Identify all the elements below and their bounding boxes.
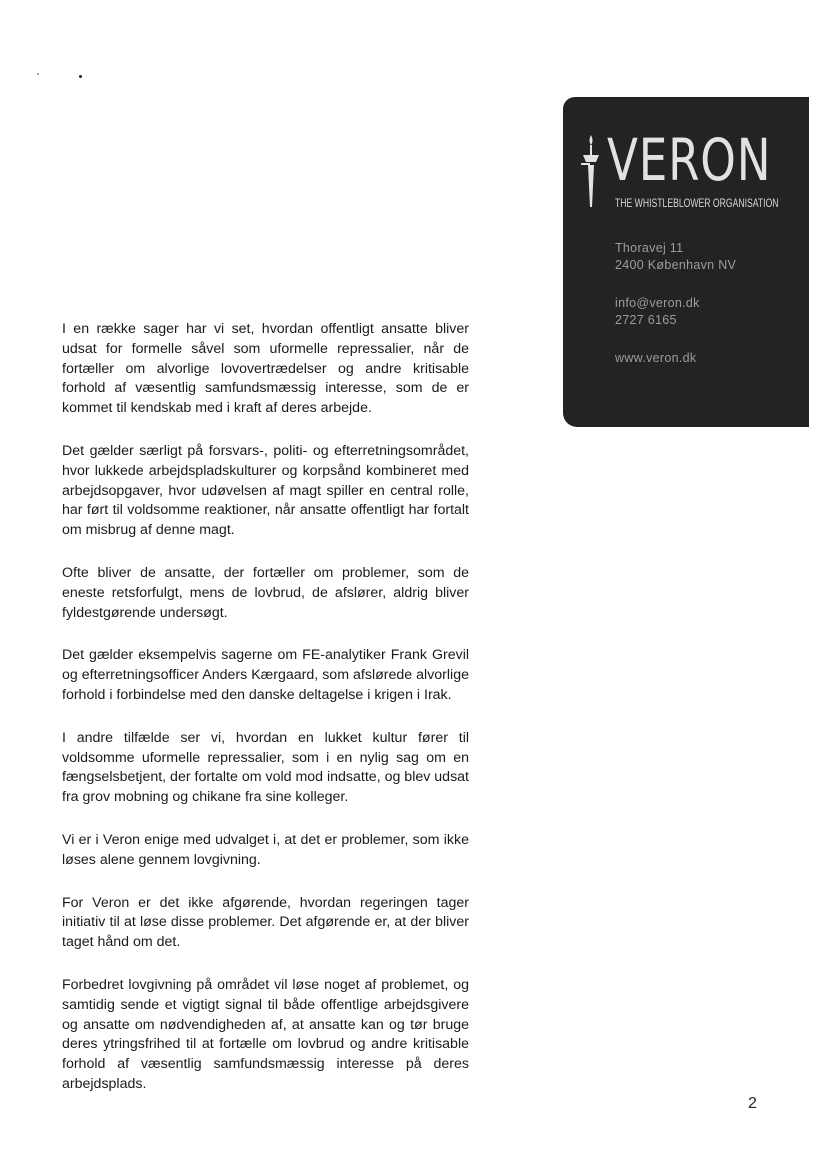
page-number: 2 — [748, 1095, 757, 1112]
veron-logo-box — [563, 97, 809, 427]
letter-body — [62, 320, 469, 1118]
paragraph: I en række sager har vi set, hvordan offentligt ansatte bliver udsat for formelle såvel som uformelle repressalier, når de fortæller om alvorlige lovovertrædelser og andre kritisable forhold af væsentlig samfundsmæssig interesse, som de er kommet til kendskab med i kraft af deres arbejde. — [62, 321, 469, 417]
website-group — [615, 350, 805, 367]
scan-speck — [79, 75, 82, 78]
contact-block — [615, 240, 805, 388]
paragraph: For Veron er det ikke afgørende, hvordan regeringen tager initiativ til at løse disse problemer. Det afgørende er, at der bliver taget hånd om det. — [62, 894, 469, 951]
paragraph: Vi er i Veron enige med udvalget i, at det er problemer, som ikke løses alene gennem lovgivning. — [62, 831, 469, 868]
contact-info — [615, 295, 805, 329]
phone: 2727 6165 — [615, 313, 677, 327]
paragraph: Det gælder eksempelvis sagerne om FE-analytiker Frank Grevil og efterretningsofficer Anders Kærgaard, som afslørede alvorlige forhold i forbindelse med den danske deltagelse i krigen i Irak. — [62, 647, 469, 703]
address-street: Thoravej 11 — [615, 241, 684, 255]
paragraph: Forbedret lovgivning på området vil løse noget af problemet, og samtidig sende et vigtigt signal til både offentlige arbejdsgivere og ansatte om nødvendigheden af, at ansatte kan og tør bruge deres ytringsfrihed til at fortælle om lovbrud og andre kritisable forhold af væsentlig samfundsmæssig interesse på deres arbejdsplads. — [62, 976, 469, 1092]
paragraph: Ofte bliver de ansatte, der fortæller om problemer, som de eneste retsforfulgt, mens de lovbrud, de afslører, aldrig bliver fyldestgørende undersøgt. — [62, 564, 469, 621]
brand-tagline: THE WHISTLEBLOWER ORGANISATION — [615, 196, 779, 210]
address — [615, 240, 805, 274]
scan-speck — [37, 73, 39, 75]
torch-icon — [580, 135, 600, 207]
brand-name: VERON — [607, 126, 772, 194]
website: www.veron.dk — [615, 351, 697, 365]
address-city: 2400 København NV — [615, 258, 737, 272]
paragraph: I andre tilfælde ser vi, hvordan en lukket kultur fører til voldsomme uformelle repressalier, som i en nylig sag om en fængselsbetjent, der fortalte om vold mod indsatte, og blev udsat fra grov mobning og chikane fra sine kolleger. — [62, 729, 469, 806]
email: info@veron.dk — [615, 296, 700, 310]
paragraph: Det gælder særligt på forsvars-, politi- og efterretningsområdet, hvor lukkede arbejdspladskulturer og korpsånd kombineret med arbejdsopgaver, hvor udøvelsen af magt spiller en central rolle, har ført til voldsomme reaktioner, når ansatte offentligt har fortalt om misbrug af denne magt. — [62, 442, 469, 539]
